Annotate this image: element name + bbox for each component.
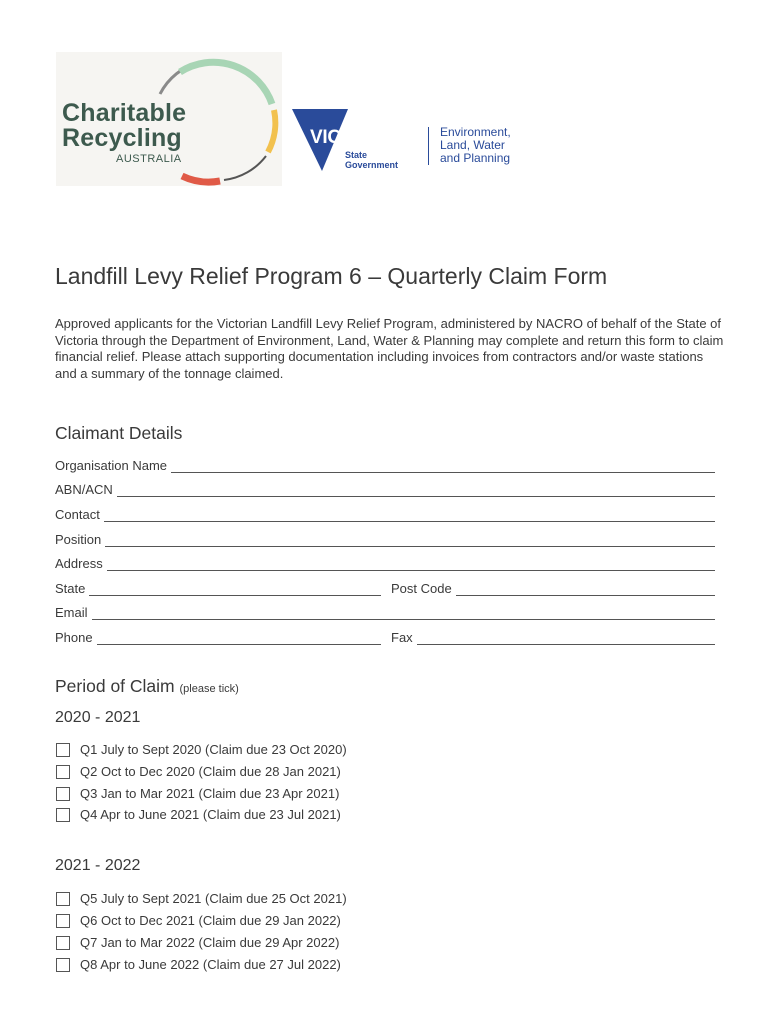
contact-field[interactable] <box>55 504 715 522</box>
address-field[interactable] <box>55 553 715 571</box>
period-heading-text: Period of Claim <box>55 676 175 696</box>
position-line[interactable] <box>105 534 715 547</box>
state-line: State <box>345 150 368 160</box>
form-title: Landfill Levy Relief Program 6 – Quarterly Claim Form <box>55 263 608 289</box>
logo-text-charitable: Charitable <box>62 99 187 127</box>
fax-label: Fax <box>391 630 413 645</box>
checkbox-icon[interactable] <box>56 958 70 972</box>
quarter-checkbox-q4[interactable] <box>56 807 341 822</box>
quarter-checkbox-q7[interactable] <box>56 935 339 950</box>
quarter-checkbox-q1[interactable] <box>56 742 347 757</box>
logo-divider <box>428 127 429 165</box>
address-label: Address <box>55 556 103 571</box>
quarter-label: Q7 Jan to Mar 2022 (Claim due 29 Apr 2022) <box>80 935 340 950</box>
abn-acn-line[interactable] <box>117 484 715 497</box>
state-label: State <box>55 581 86 596</box>
period-of-claim-heading <box>55 676 239 697</box>
checkbox-icon[interactable] <box>56 765 70 779</box>
quarter-checkbox-q6[interactable] <box>56 913 341 928</box>
year-heading-2021-2022: 2021 - 2022 <box>55 857 141 874</box>
checkbox-icon[interactable] <box>56 936 70 950</box>
address-line[interactable] <box>107 558 715 571</box>
victoria-wordmark: VICTORIA <box>310 127 399 148</box>
contact-line[interactable] <box>104 509 715 522</box>
checkbox-icon[interactable] <box>56 787 70 801</box>
quarter-checkbox-q8[interactable] <box>56 957 341 972</box>
quarter-label: Q5 July to Sept 2021 (Claim due 25 Oct 2021) <box>80 891 347 906</box>
checkbox-icon[interactable] <box>56 914 70 928</box>
victoria-government-logo <box>292 105 532 173</box>
checkbox-icon[interactable] <box>56 808 70 822</box>
dept-line-1: Environment, <box>440 125 511 139</box>
fax-line[interactable] <box>417 632 715 645</box>
state-field[interactable] <box>55 578 381 596</box>
email-line[interactable] <box>92 607 715 620</box>
year-heading-2020-2021: 2020 - 2021 <box>55 709 141 726</box>
quarter-label: Q4 Apr to June 2021 (Claim due 23 Jul 2021) <box>80 807 341 822</box>
government-line: Government <box>345 160 399 170</box>
intro-paragraph: Approved applicants for the Victorian Landfill Levy Relief Program, administered by NACRO of behalf of the State of Victoria through the Department of Environment, Land, Water & Planning may complete and return this form to claim financial relief. Please attach supporting documentation including invoices from contractors and/or waste stations and a summary of the tonnage claimed. <box>55 316 724 381</box>
phone-line[interactable] <box>97 632 381 645</box>
contact-label: Contact <box>55 507 100 522</box>
quarter-checkbox-q5[interactable] <box>56 891 347 906</box>
quarter-label: Q2 Oct to Dec 2020 (Claim due 28 Jan 2021) <box>80 764 341 779</box>
postcode-line[interactable] <box>456 583 715 596</box>
quarter-label: Q3 Jan to Mar 2021 (Claim due 23 Apr 2021) <box>80 786 340 801</box>
abn-acn-label: ABN/ACN <box>55 482 113 497</box>
quarter-label: Q6 Oct to Dec 2021 (Claim due 29 Jan 2022) <box>80 913 341 928</box>
email-field[interactable] <box>55 602 715 620</box>
organisation-name-line[interactable] <box>171 460 715 473</box>
position-field[interactable] <box>55 529 715 547</box>
state-line-input[interactable] <box>89 583 381 596</box>
claimant-details-heading: Claimant Details <box>55 423 183 443</box>
quarter-label: Q8 Apr to June 2022 (Claim due 27 Jul 2022) <box>80 957 341 972</box>
phone-label: Phone <box>55 630 93 645</box>
position-label: Position <box>55 532 102 547</box>
checkbox-icon[interactable] <box>56 743 70 757</box>
department-name <box>440 126 511 165</box>
logo-text-recycling: Recycling <box>62 124 182 152</box>
organisation-name-label: Organisation Name <box>55 458 167 473</box>
postcode-field[interactable] <box>391 578 715 596</box>
victoria-state-text <box>345 150 398 170</box>
quarter-checkbox-q3[interactable] <box>56 786 339 801</box>
dept-line-2: Land, Water <box>440 138 505 152</box>
period-hint: (please tick) <box>179 683 239 695</box>
abn-acn-field[interactable] <box>55 479 715 497</box>
quarter-label: Q1 July to Sept 2020 (Claim due 23 Oct 2020) <box>80 742 347 757</box>
email-label: Email <box>55 605 88 620</box>
phone-field[interactable] <box>55 627 381 645</box>
checkbox-icon[interactable] <box>56 892 70 906</box>
logo-text-australia: AUSTRALIA <box>116 153 182 165</box>
quarter-checkbox-q2[interactable] <box>56 764 341 779</box>
organisation-name-field[interactable] <box>55 455 715 473</box>
fax-field[interactable] <box>391 627 715 645</box>
postcode-label: Post Code <box>391 581 452 596</box>
charitable-recycling-logo <box>56 52 282 186</box>
dept-line-3: and Planning <box>440 151 511 165</box>
